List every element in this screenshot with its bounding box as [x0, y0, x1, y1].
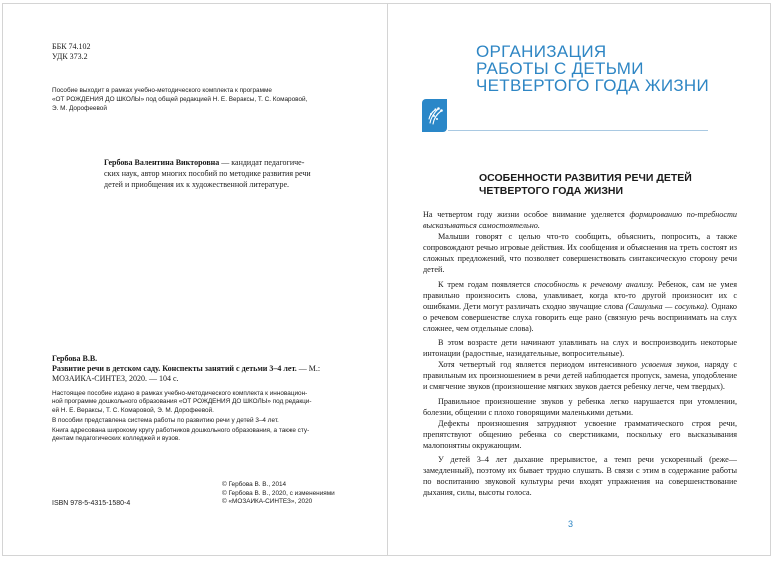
annotation-paragraph: [52, 390, 362, 415]
publisher-logo-graphic: [422, 99, 447, 132]
paragraph: Дефекты произношения затрудняют усвоение грамматического строя речи, препятствуют общению ребенка со сверстниками, поскольку его высказывания малопонятны окружающим.: [423, 418, 737, 450]
program-notice: [52, 86, 362, 113]
section-title-line: ОСОБЕННОСТИ РАЗВИТИЯ РЕЧИ ДЕТЕЙ: [479, 172, 692, 184]
copyright-block: [222, 481, 335, 507]
publisher-logo-icon: [422, 99, 447, 132]
annotation-paragraph: [52, 417, 362, 425]
annotation-paragraph: [52, 427, 362, 444]
title-rule: [448, 130, 708, 131]
author-bio-line: детей и приобщения их к художественной литературе.: [104, 180, 289, 189]
isbn: ISBN 978-5-4315-1580-4: [52, 500, 131, 507]
udk-code: УДК 373.2: [52, 52, 88, 61]
annotation-line: ей Н. Е. Вераксы, Т. С. Комаровой, Э. М. Дорофеевой.: [52, 406, 214, 414]
paragraph: Правильное произношение звуков у ребенка легко нарушается при утомлении, болезни, общении с плохо говорящими маленькими детьми.: [423, 396, 737, 417]
annotation-line: дентам педагогических колледжей и вузов.: [52, 435, 181, 443]
paragraph: У детей 3–4 лет дыхание прерывистое, а темп речи ускоренный (реже—замедленный), поэтому их бывает трудно слушать. В связи с этим в содержание работы по воспитанию звуковой культуры речи входят упражнения на совершенствование дыхания, силы, высоты голоса.: [423, 454, 737, 498]
author-name: Гербова Валентина Викторовна: [104, 158, 220, 167]
citation-rest: — М.:: [296, 364, 321, 373]
series-title-line: ЧЕТВЕРТОГО ГОДА ЖИЗНИ: [476, 76, 710, 95]
paragraph: Малыши говорят с целью что-то сообщить, объяснить, попросить, а также сопровождают речью игровые действия. Их сообщения и объяснения на треть состоят из сложных предложений, что позволяет совершенствовать синтаксическую сторону речи детей.: [423, 232, 737, 275]
citation-author: Гербова В.В.: [52, 354, 98, 363]
notice-line: Пособие выходит в рамках учебно-методического комплекта к программе: [52, 87, 272, 94]
section-title-line: ЧЕТВЕРТОГО ГОДА ЖИЗНИ: [479, 185, 624, 197]
copyright-line: © Гербова В. В., 2020, с изменениями: [222, 489, 335, 497]
copyright-line: © Гербова В. В., 2014: [222, 481, 287, 488]
bbk-code: ББК 74.102: [52, 42, 91, 51]
author-bio-line: ских наук, автор многих пособий по методике развития речи: [104, 169, 311, 178]
author-bio: [104, 157, 362, 190]
paragraph: В этом возрасте дети начинают улавливать на слух и воспроизводить некоторые интонации (радостные, назидательные, вопросительные).: [423, 338, 737, 359]
annotation-line: В пособии представлена система работы по развитию речи у детей 3–4 лет.: [52, 416, 279, 424]
annotation: [52, 390, 362, 446]
right-page: [388, 3, 771, 556]
series-title-line: ОРГАНИЗАЦИЯ: [476, 42, 607, 61]
bibliographic-citation: [52, 354, 362, 384]
annotation-line: Настоящее пособие издано в рамках учебно-методического комплекта к инновацион-: [52, 390, 308, 397]
citation-rest: МОЗАИКА-СИНТЕЗ, 2020. — 104 с.: [52, 374, 179, 383]
notice-line: «ОТ РОЖДЕНИЯ ДО ШКОЛЫ» под общей редакцией Н. Е. Вераксы, Т. С. Комаровой,: [52, 96, 308, 103]
paragraph: К трем годам появляется способность к речевому анализу. Ребенок, сам не умея правильно произносить слова, улавливает, когда кто-то другой произносит их с ошибками. Дети могут различать сходно звучащие слова (Сашулька — сосулька). Однако о речевом совершенстве слуха говорить еще рано (связную речь воспринимать на слух сложнее, чем отдельные слова).: [423, 279, 737, 333]
left-page: [3, 3, 387, 556]
series-title: [476, 43, 736, 94]
classification-codes: [52, 42, 91, 62]
body-text: [423, 209, 737, 498]
annotation-line: Книга адресована широкому кругу работников дошкольного образования, а также сту-: [52, 427, 310, 435]
paragraph: Хотя четвертый год является периодом интенсивного усвоения звуков, наряду с правильным их произношением в речи детей наблюдается пропуск, замена, уподобление и смягчение звуков (произношение мягких звуков дается ребенку легче, чем твердых).: [423, 360, 737, 392]
citation-title: Развитие речи в детском саду. Конспекты занятий с детьми 3–4 лет.: [52, 364, 297, 373]
author-bio-line: — кандидат педагогиче-: [219, 158, 305, 167]
page-number: 3: [568, 519, 574, 529]
notice-line: Э. М. Дорофеевой: [52, 105, 107, 112]
series-title-line: РАБОТЫ С ДЕТЬМИ: [476, 59, 644, 78]
copyright-line: © «МОЗАИКА-СИНТЕЗ», 2020: [222, 498, 313, 505]
section-title: [479, 172, 739, 198]
paragraph: На четвертом году жизни особое внимание уделяется формированию по-требности высказываться самостоятельно.: [423, 210, 737, 231]
annotation-line: ной программе дошкольного образования «ОТ РОЖДЕНИЯ ДО ШКОЛЫ» под редакци-: [52, 398, 312, 406]
